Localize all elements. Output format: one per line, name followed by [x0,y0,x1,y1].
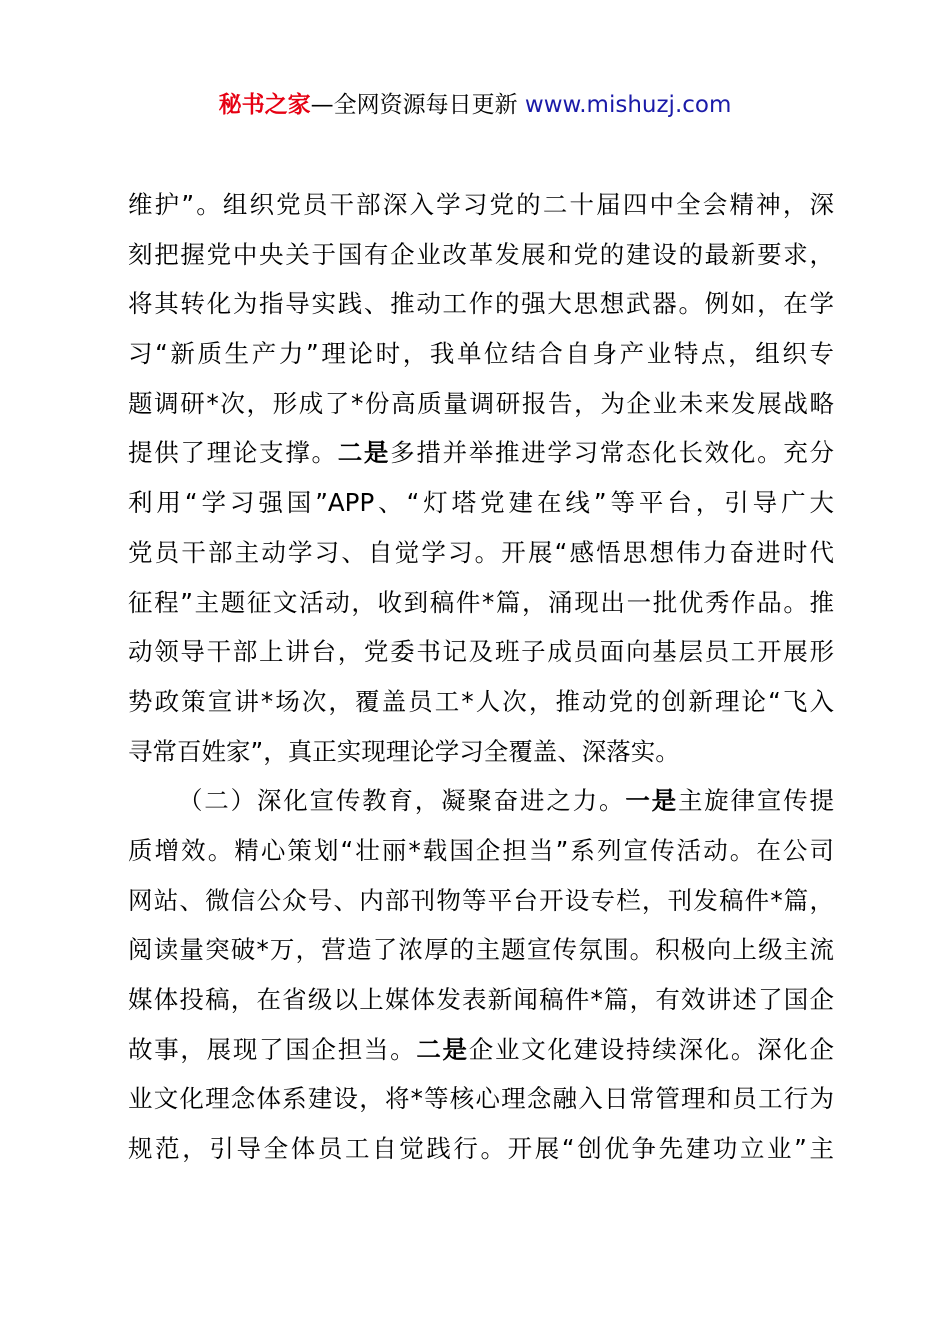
text-line [128,1124,834,1174]
text-line [128,627,834,677]
site-slogan: —全网资源每日更新 [310,92,518,118]
text-line [128,230,834,280]
text-segment: 刻把握党中央关于国有企业改革发展和党的建设的最新要求， [128,239,834,269]
text-line [128,876,834,926]
text-line [128,379,834,429]
text-line [128,776,834,826]
site-url-link[interactable]: www.mishuzj.com [524,92,732,118]
text-segment: 提供了理论支撑。 [128,438,338,468]
text-line [128,428,834,478]
text-segment: 网站、微信公众号、内部刊物等平台开设专栏，刊发稿件*篇， [128,885,834,915]
text-segment: 多措并举推进学习常态化长效化。充分 [390,438,835,468]
text-segment: 动领导干部上讲台，党委书记及班子成员面向基层员工开展形 [128,637,834,667]
bold-marker: 二是 [337,438,391,468]
text-line [128,279,834,329]
text-segment: 党员干部主动学习、自觉学习。开展“感悟思想伟力奋进时代 [128,537,834,567]
text-segment: 势政策宣讲*场次，覆盖员工*人次，推动党的创新理论“飞入 [128,686,834,716]
text-segment: 规范，引导全体员工自觉践行。开展“创优争先建功立业”主 [128,1134,834,1164]
text-line [128,826,834,876]
text-line [128,1025,834,1075]
bold-marker: 一是 [625,786,678,816]
text-line [128,528,834,578]
text-line [128,1074,834,1124]
text-line [128,975,834,1025]
text-segment: 媒体投稿，在省级以上媒体发表新闻稿件*篇，有效讲述了国企 [128,985,834,1014]
text-segment: 主旋律宣传提 [677,786,834,816]
text-line [128,478,834,528]
text-line [128,677,834,727]
text-segment: 质增效。精心策划“壮丽*载国企担当”系列宣传活动。在公司 [128,835,834,865]
text-segment: 题调研*次，形成了*份高质量调研报告，为企业未来发展战略 [128,388,834,418]
text-segment: 征程”主题征文活动，收到稿件*篇，涌现出一批优秀作品。推 [128,587,834,617]
text-segment: 将其转化为指导实践、推动工作的强大思想武器。例如，在学 [128,289,834,319]
text-line [128,329,834,379]
document-body [128,180,834,1174]
text-segment: 阅读量突破*万，营造了浓厚的主题宣传氛围。积极向上级主流 [128,935,834,965]
text-segment: 维护”。组织党员干部深入学习党的二十届四中全会精神，深 [128,190,834,219]
text-line [128,727,834,777]
bold-marker: 二是 [416,1034,469,1064]
site-brand: 秘书之家 [218,92,311,118]
text-segment: 习“新质生产力”理论时，我单位结合自身产业特点，组织专 [128,339,834,369]
text-line [128,925,834,975]
text-line [128,180,834,230]
text-segment: 寻常百姓家”，真正实现理论学习全覆盖、深落实。 [128,736,680,766]
text-segment: 业文化理念体系建设，将*等核心理念融入日常管理和员工行为 [128,1084,834,1114]
text-segment: 企业文化建设持续深化。深化企 [468,1034,835,1064]
document-header [0,88,950,122]
text-line [128,578,834,628]
text-segment: 故事，展现了国企担当。 [128,1034,417,1064]
text-segment: 利用“学习强国”APP、“灯塔党建在线”等平台，引导广大 [128,488,834,518]
text-segment: （二）深化宣传教育，凝聚奋进之力。 [178,786,626,816]
